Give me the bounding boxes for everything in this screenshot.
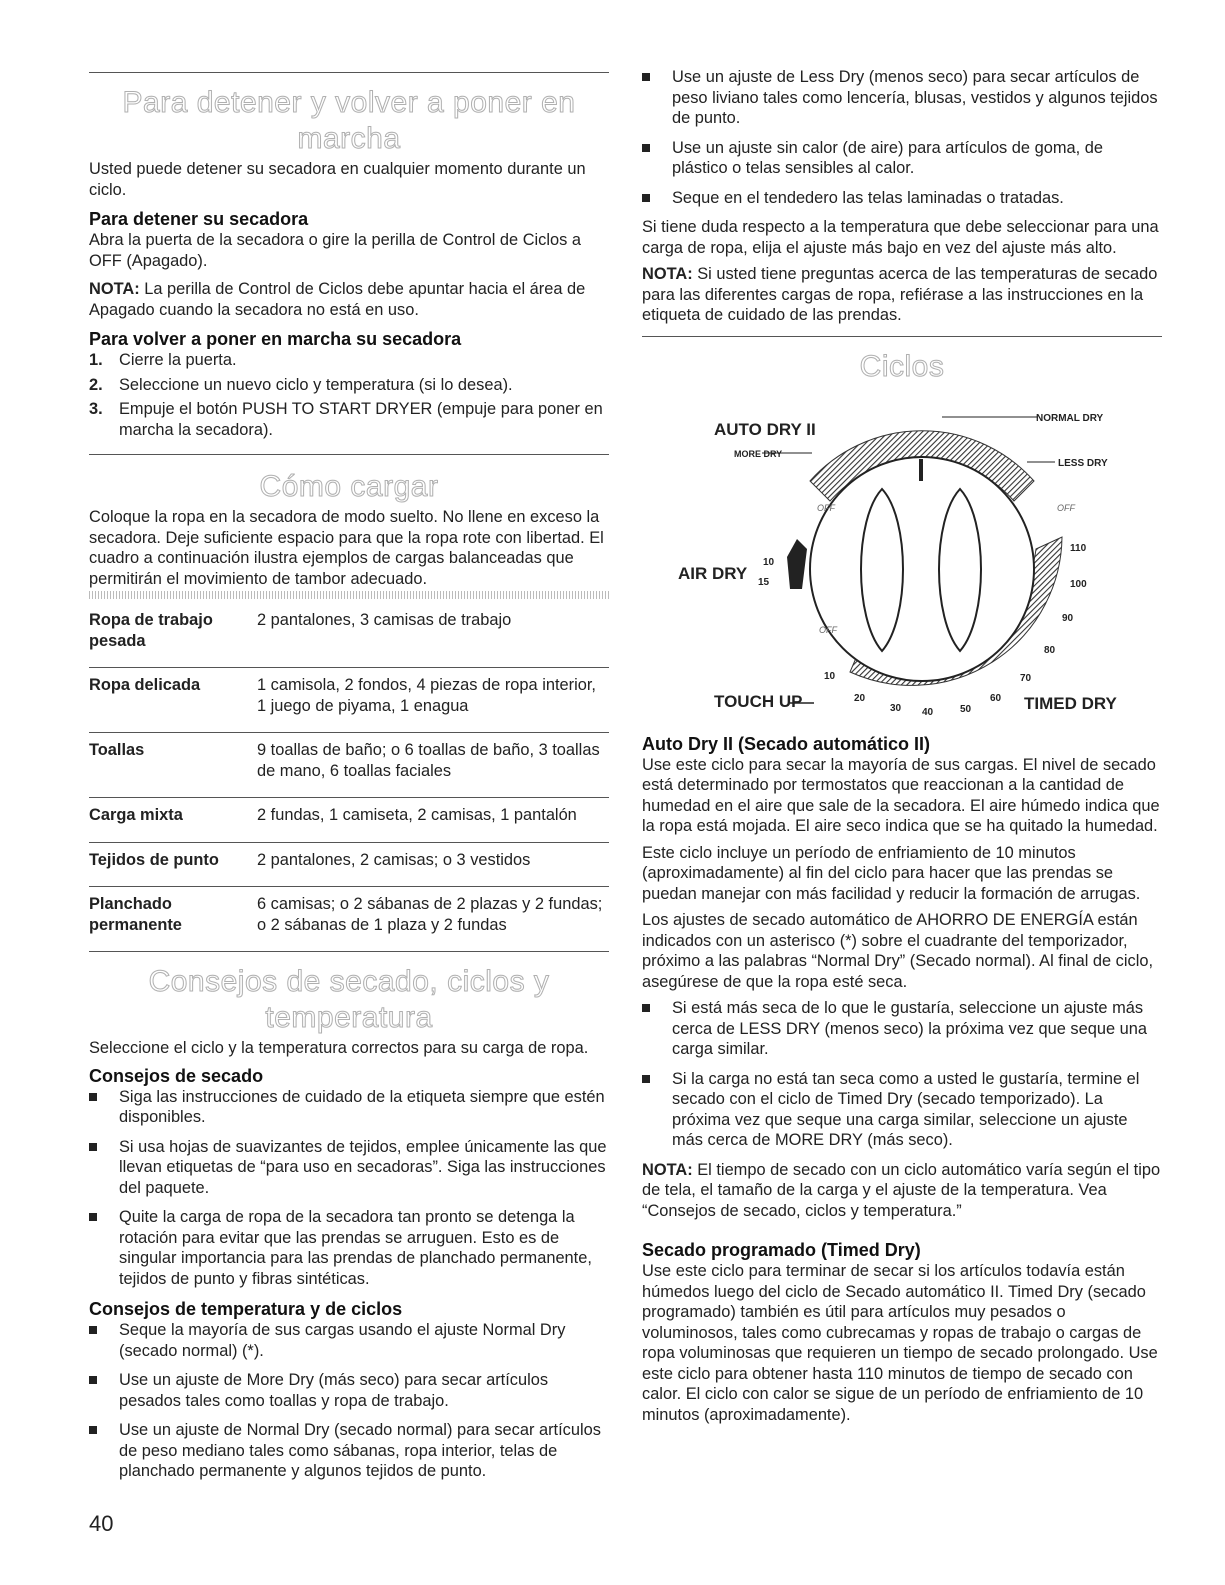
more-dry-label: MORE DRY xyxy=(734,448,783,459)
list-item-text: Seque en el tendedero las telas laminadas o tratadas. xyxy=(672,188,1064,207)
tick-label: 90 xyxy=(1062,612,1074,624)
auto-dry-p3: Los ajustes de secado automático de AHORRO DE ENERGÍA están indicados con un asterisco (*) sobre el cuadrante del temporizador, próximo a las palabras “Normal Dry” (Secado normal). Al final de ciclo, asegúrese de que la ropa esté seca. xyxy=(642,911,1154,991)
tick-label: 40 xyxy=(922,706,934,718)
touch-up-label: TOUCH UP xyxy=(714,691,803,711)
load-items: 2 pantalones, 2 camisas; o 3 vestidos xyxy=(257,850,531,869)
list-item-text: Si usa hojas de suavizantes de tejidos, emplee únicamente las que llevan etiquetas de “para uso en secadoras”. Siga las instrucciones del paquete. xyxy=(119,1137,607,1197)
note-text: Si usted tiene preguntas acerca de las temperaturas de secado para las diferentes cargas de ropa, refiérase a las instrucciones en la etiqueta de cuidado de las prendas. xyxy=(642,265,1158,324)
square-bullet-icon xyxy=(89,1426,97,1434)
square-bullet-icon xyxy=(89,1093,97,1101)
load-type: Ropa de trabajo pesada xyxy=(89,611,213,650)
table-row xyxy=(89,887,609,952)
table-row xyxy=(89,798,609,843)
stop-note xyxy=(89,279,609,320)
auto-dry-note xyxy=(642,1160,1162,1222)
temp-note xyxy=(642,264,1162,326)
note-text: La perilla de Control de Ciclos debe apuntar hacia el área de Apagado cuando la secadora no está en uso. xyxy=(89,280,586,319)
note-label: NOTA: xyxy=(89,280,140,298)
air-dry-15: 15 xyxy=(758,576,770,588)
load-items: 6 camisas; o 2 sábanas de 2 plazas y 2 fundas; o 2 sábanas de 1 plaza y 2 fundas xyxy=(257,895,603,934)
note-label: NOTA: xyxy=(642,265,693,283)
load-items: 2 pantalones, 3 camisas de trabajo xyxy=(257,611,512,629)
step-text: Seleccione un nuevo ciclo y temperatura (si lo desea). xyxy=(119,375,513,394)
list-item xyxy=(89,1420,609,1482)
square-bullet-icon xyxy=(642,73,650,81)
list-item xyxy=(642,138,1162,179)
list-item-text: Use un ajuste sin calor (de aire) para artículos de goma, de plástico o telas sensibles al calor. xyxy=(672,138,1103,177)
step-text: Empuje el botón PUSH TO START DRYER (empuje para poner en marcha la secadora). xyxy=(119,400,603,439)
off-label: OFF xyxy=(817,502,835,513)
square-bullet-icon xyxy=(89,1213,97,1221)
list-item xyxy=(642,67,1162,129)
temp-tips-list-continued xyxy=(642,67,1162,208)
list-item xyxy=(642,188,1162,209)
loading-title: Cómo cargar xyxy=(259,470,439,503)
square-bullet-icon xyxy=(89,1326,97,1334)
section-rule xyxy=(89,72,609,73)
load-items: 9 toallas de baño; o 6 toallas de baño, 3 toallas de mano, 6 toallas faciales xyxy=(257,741,600,780)
loading-intro: Coloque la ropa en la secadora de modo suelto. No llene en exceso la secadora. Deje suficiente espacio para que la ropa rote con libertad. El cuadro a continuación ilustra ejemplos de cargas balanceadas que permitirán el movimiento de tambor adecuado. xyxy=(89,508,604,588)
auto-dry-p1: Use este ciclo para secar la mayoría de sus cargas. El nivel de secado está determinado por termostatos que reaccionan a la cantidad de humedad en el aire que sale de la secadora. El aire húmedo indica que la ropa está mojada. El aire seco indica que se ha quitado la humedad. xyxy=(642,755,1160,835)
less-dry-label: LESS DRY xyxy=(1058,457,1108,469)
note-text: El tiempo de secado con un ciclo automático varía según el tipo de tela, el tamaño de la carga y el ajuste de la temperatura. Vea “Consejos de secado, ciclos y temperatura.” xyxy=(642,1160,1161,1220)
square-bullet-icon xyxy=(89,1376,97,1384)
load-type: Tejidos de punto xyxy=(89,850,219,869)
square-bullet-icon xyxy=(642,1075,650,1083)
note-label: NOTA: xyxy=(642,1160,693,1179)
temp-tips-list xyxy=(89,1320,609,1482)
list-item-text: Use un ajuste de Normal Dry (secado normal) para secar artículos de peso mediano tales como sábanas, ropa interior, telas de planchado permanente y algunos tejidos de punto. xyxy=(119,1421,601,1480)
stop-start-intro: Usted puede detener su secadora en cualquier momento durante un ciclo. xyxy=(89,160,586,199)
load-type: Ropa delicada xyxy=(89,676,201,694)
timed-dry-label: TIMED DRY xyxy=(1024,693,1117,713)
step-text: Cierre la puerta. xyxy=(119,351,237,369)
timed-dry-text: Use este ciclo para terminar de secar si los artículos todavía están húmedos luego del ciclo de Secado automático II. Timed Dry (secado programado) también es útil para artículos muy pesados o voluminosos, tales como cubrecamas y ropas de trabajo o cargas de ropa voluminosas que requieren un tiempo de secado prolongado. Use este ciclo para obtener hasta 110 minutos de tiempo de secado con calor. El ciclo con calor se sigue de un período de enfriamiento de 10 minutos (aproximadamente). xyxy=(642,1262,1158,1424)
table-top-rule xyxy=(89,591,609,599)
list-item-text: Siga las instrucciones de cuidado de la etiqueta siempre que estén disponibles. xyxy=(119,1087,605,1126)
list-item-text: Si la carga no está tan seca como a usted le gustaría, termine el secado con el ciclo de Timed Dry (secado temporizado). La próxima vez que seque una carga similar, seleccione un ajuste más cerca de MORE DRY (más seco). xyxy=(672,1069,1140,1149)
load-type: Carga mixta xyxy=(89,806,183,824)
air-dry-marker xyxy=(787,539,807,589)
list-item xyxy=(89,1370,609,1411)
step-item xyxy=(89,350,609,371)
section-rule xyxy=(89,454,609,455)
tick-label: 10 xyxy=(824,670,836,682)
list-item xyxy=(89,1320,609,1361)
auto-dry-p2: Este ciclo incluye un período de enfriamiento de 10 minutos (aproximadamente) al fin del ciclo para hacer que las prendas se puedan manejar con más facilidad y reducir la formación de arrugas. xyxy=(642,843,1141,903)
right-column xyxy=(642,0,1162,1425)
list-item-text: Use un ajuste de Less Dry (menos seco) para secar artículos de peso liviano tales como lencería, blusas, vestidos y algunos tejidos de punto. xyxy=(672,68,1158,127)
tips-intro: Seleccione el ciclo y la temperatura correctos para su carga de ropa. xyxy=(89,1039,589,1057)
table-row xyxy=(89,668,609,733)
temp-tips-heading: Consejos de temperatura y de ciclos xyxy=(89,1299,403,1319)
restart-steps xyxy=(89,350,609,440)
list-item-text: Use un ajuste de More Dry (más seco) para secar artículos pesados tales como toallas y ropa de trabajo. xyxy=(119,1371,549,1410)
list-item xyxy=(642,998,1162,1060)
off-label: OFF xyxy=(1057,502,1075,513)
stop-text: Abra la puerta de la secadora o gire la perilla de Control de Ciclos a OFF (Apagado). xyxy=(89,231,581,270)
list-item xyxy=(642,1069,1162,1151)
load-table xyxy=(89,603,609,952)
table-row xyxy=(89,603,609,668)
square-bullet-icon xyxy=(642,194,650,202)
table-row xyxy=(89,733,609,798)
list-item xyxy=(89,1207,609,1289)
list-item-text: Si está más seca de lo que le gustaría, seleccione un ajuste más cerca de LESS DRY (menos seco) la próxima vez que seque una carga similar. xyxy=(672,999,1147,1058)
step-number: 2. xyxy=(89,375,103,394)
off-label: OFF xyxy=(819,624,837,635)
list-item-text: Seque la mayoría de sus cargas usando el ajuste Normal Dry (secado normal) (*). xyxy=(119,1321,566,1360)
drying-tips-heading: Consejos de secado xyxy=(89,1065,264,1086)
tick-label: 30 xyxy=(890,702,902,714)
step-item xyxy=(89,375,609,396)
list-item xyxy=(89,1087,609,1128)
cycle-dial-diagram xyxy=(642,389,1162,719)
step-number: 1. xyxy=(89,351,103,369)
square-bullet-icon xyxy=(642,144,650,152)
list-item xyxy=(89,1137,609,1199)
list-item-text: Quite la carga de ropa de la secadora tan pronto se detenga la rotación para evitar que las prendas se arruguen. Esto es de singular importancia para las prendas de planchado permanente, tejidos de punto y fibras sintéticas. xyxy=(119,1208,592,1288)
tick-label: 20 xyxy=(854,692,866,704)
tick-label: 80 xyxy=(1044,644,1056,656)
section-rule xyxy=(642,336,1162,337)
page-number: 40 xyxy=(89,1511,114,1536)
timed-dry-heading: Secado programado (Timed Dry) xyxy=(642,1240,921,1260)
step-item xyxy=(89,399,609,440)
tick-label: 100 xyxy=(1070,578,1087,590)
step-number: 3. xyxy=(89,400,103,418)
air-dry-10: 10 xyxy=(763,556,775,568)
table-row xyxy=(89,842,609,887)
restart-heading: Para volver a poner en marcha su secadora xyxy=(89,329,462,349)
dial-knob[interactable] xyxy=(810,457,1034,681)
auto-dry-label: AUTO DRY II xyxy=(714,419,816,439)
tick-label: 70 xyxy=(1020,672,1032,684)
drying-tips-list xyxy=(89,1087,609,1290)
auto-dry-list xyxy=(642,998,1162,1151)
stop-heading: Para detener su secadora xyxy=(89,209,309,229)
load-type: Planchado permanente xyxy=(89,895,182,934)
temp-doubt-text: Si tiene duda respecto a la temperatura que debe seleccionar para una carga de ropa, elija el ajuste más bajo en vez del ajuste más alto. xyxy=(642,218,1159,257)
load-items: 2 fundas, 1 camiseta, 2 camisas, 1 pantalón xyxy=(257,806,577,824)
auto-dry-heading: Auto Dry II (Secado automático II) xyxy=(642,733,931,754)
normal-dry-label: NORMAL DRY xyxy=(1036,412,1104,424)
stop-start-title: Para detener y volver a poner en marcha xyxy=(122,86,576,155)
square-bullet-icon xyxy=(89,1143,97,1151)
tick-label: 60 xyxy=(990,692,1002,704)
load-type: Toallas xyxy=(89,741,145,759)
square-bullet-icon xyxy=(642,1004,650,1012)
tips-title: Consejos de secado, ciclos y temperatura xyxy=(148,965,550,1034)
cycles-title: Ciclos xyxy=(859,349,945,383)
air-dry-label: AIR DRY xyxy=(678,563,748,583)
tick-label: 110 xyxy=(1070,542,1087,554)
load-items: 1 camisola, 2 fondos, 4 piezas de ropa interior, 1 juego de piyama, 1 enagua xyxy=(257,676,596,715)
tick-label: 50 xyxy=(960,703,972,715)
left-column xyxy=(89,0,609,1491)
